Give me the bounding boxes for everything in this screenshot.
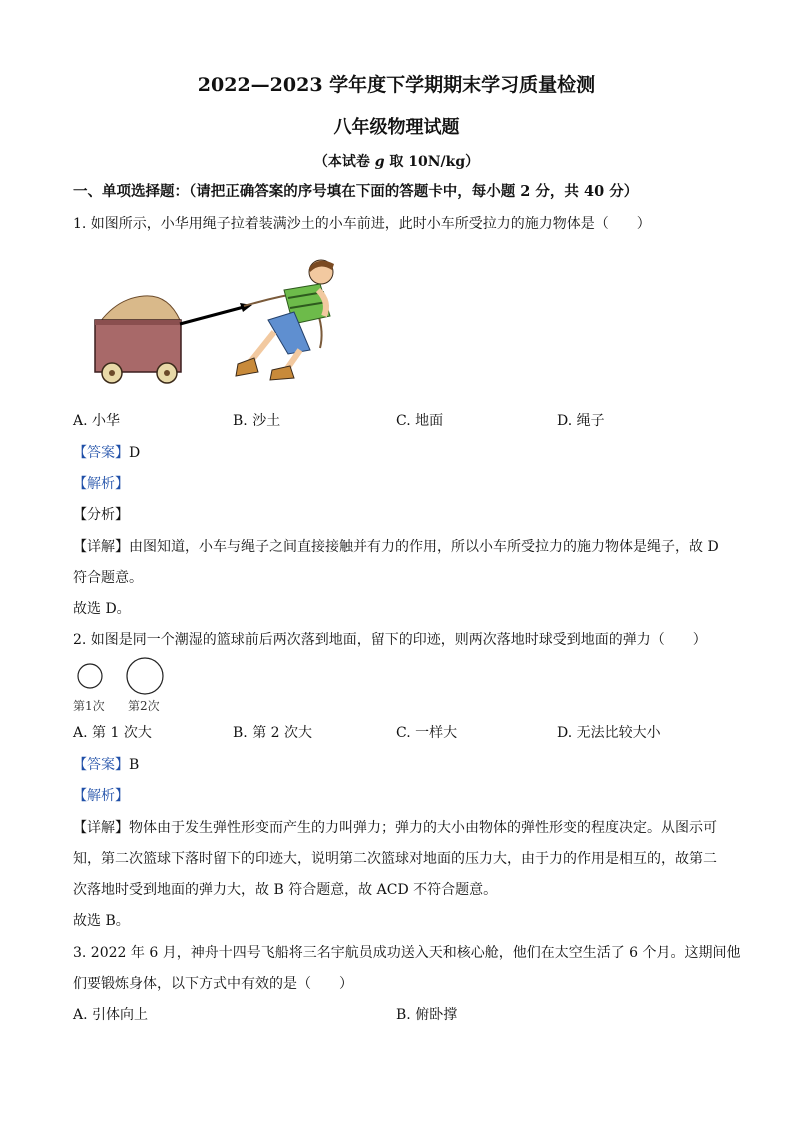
q1-detail-line2: 符合题意。 xyxy=(73,570,143,586)
q1-detail-tag: 【详解】 xyxy=(73,539,129,555)
q2-option-c: C. 一样大 xyxy=(396,725,458,741)
q2-ball-marks-figure xyxy=(73,656,173,696)
q2-option-d: D. 无法比较大小 xyxy=(557,725,661,741)
q2-option-a: A. 第 1 次大 xyxy=(73,725,152,741)
q1-detail xyxy=(73,536,719,556)
exam-note-post: 取 10N/kg） xyxy=(384,154,480,170)
q1-detail-line1: 由图知道，小车与绳子之间直接接触并有力的作用，所以小车所受拉力的施力物体是绳子，故 D xyxy=(129,539,719,555)
q1-option-a: A. 小华 xyxy=(73,413,121,429)
ball-mark-first xyxy=(78,664,102,688)
q1-option-c: C. 地面 xyxy=(396,413,444,429)
force-arrow-shaft xyxy=(180,307,244,324)
boy-leg-back xyxy=(250,332,274,362)
q1-option-d: D. 绳子 xyxy=(557,413,605,429)
q1-cart-figure xyxy=(88,254,350,388)
q1-answer xyxy=(73,442,140,462)
q2-detail-tag: 【详解】 xyxy=(73,820,129,836)
q1-option-b: B. 沙土 xyxy=(233,413,281,429)
q2-conclusion: 故选 B。 xyxy=(73,913,130,929)
q3-stem-line2: 们要锻炼身体，以下方式中有效的是（ ） xyxy=(73,976,353,992)
cart-wheel-right-hub xyxy=(164,370,170,376)
q2-caption-first: 第1次 xyxy=(73,699,105,713)
exam-note-g: g xyxy=(374,154,385,170)
q3-option-a: A. 引体向上 xyxy=(73,1007,149,1023)
q2-detail-line3: 次落地时受到地面的弹力大，故 B 符合题意，故 ACD 不符合题意。 xyxy=(73,882,498,898)
q2-detail-line2: 知，第二次篮球下落时留下的印迹大，说明第二次篮球对地面的压力大，由于力的作用是相互的，故第二 xyxy=(73,851,717,867)
cart-wheel-left-hub xyxy=(109,370,115,376)
q2-answer-value: B xyxy=(129,757,140,773)
exam-subject: 八年级物理试题 xyxy=(333,117,460,138)
q1-fenxi-tag: 【分析】 xyxy=(73,507,129,523)
boy-shoe-back xyxy=(236,358,258,376)
q2-detail-line1: 物体由于发生弹性形变而产生的力叫弹力；弹力的大小由物体的弹性形变的程度决定。从图示可 xyxy=(129,820,717,836)
q1-analysis-tag: 【解析】 xyxy=(73,476,129,492)
q1-stem: 1. 如图所示，小华用绳子拉着装满沙土的小车前进，此时小车所受拉力的施力物体是（ ） xyxy=(73,216,651,232)
exam-note-pre: （本试卷 xyxy=(313,154,375,170)
ball-mark-second xyxy=(127,658,163,694)
exam-title: 2022—2023 学年度下学期期末学习质量检测 xyxy=(197,74,596,96)
q1-answer-value: D xyxy=(129,445,141,461)
q2-stem: 2. 如图是同一个潮湿的篮球前后两次落到地面，留下的印迹，则两次落地时球受到地面的弹力（ ） xyxy=(73,632,707,648)
boy-shoe-front xyxy=(270,366,294,380)
q2-analysis-tag: 【解析】 xyxy=(73,788,129,804)
q1-answer-tag: 【答案】 xyxy=(73,445,129,461)
sand-pile xyxy=(100,296,180,322)
q2-answer xyxy=(73,754,139,774)
q1-conclusion: 故选 D。 xyxy=(73,601,131,617)
rope-end xyxy=(318,314,322,348)
cart-rim xyxy=(95,320,181,325)
q3-stem-line1: 3. 2022 年 6 月，神舟十四号飞船将三名宇航员成功送入天和核心舱，他们在太空生活了 6 个月。这期间他 xyxy=(73,945,741,961)
q3-option-b: B. 俯卧撑 xyxy=(396,1007,458,1023)
section-heading: 一、单项选择题：（请把正确答案的序号填在下面的答题卡中，每小题 2 分，共 40 分） xyxy=(73,183,639,200)
q2-answer-tag: 【答案】 xyxy=(73,757,129,773)
exam-note xyxy=(0,151,793,171)
q2-detail xyxy=(73,817,717,837)
q2-option-b: B. 第 2 次大 xyxy=(233,725,312,741)
q2-caption-second: 第2次 xyxy=(128,699,160,713)
